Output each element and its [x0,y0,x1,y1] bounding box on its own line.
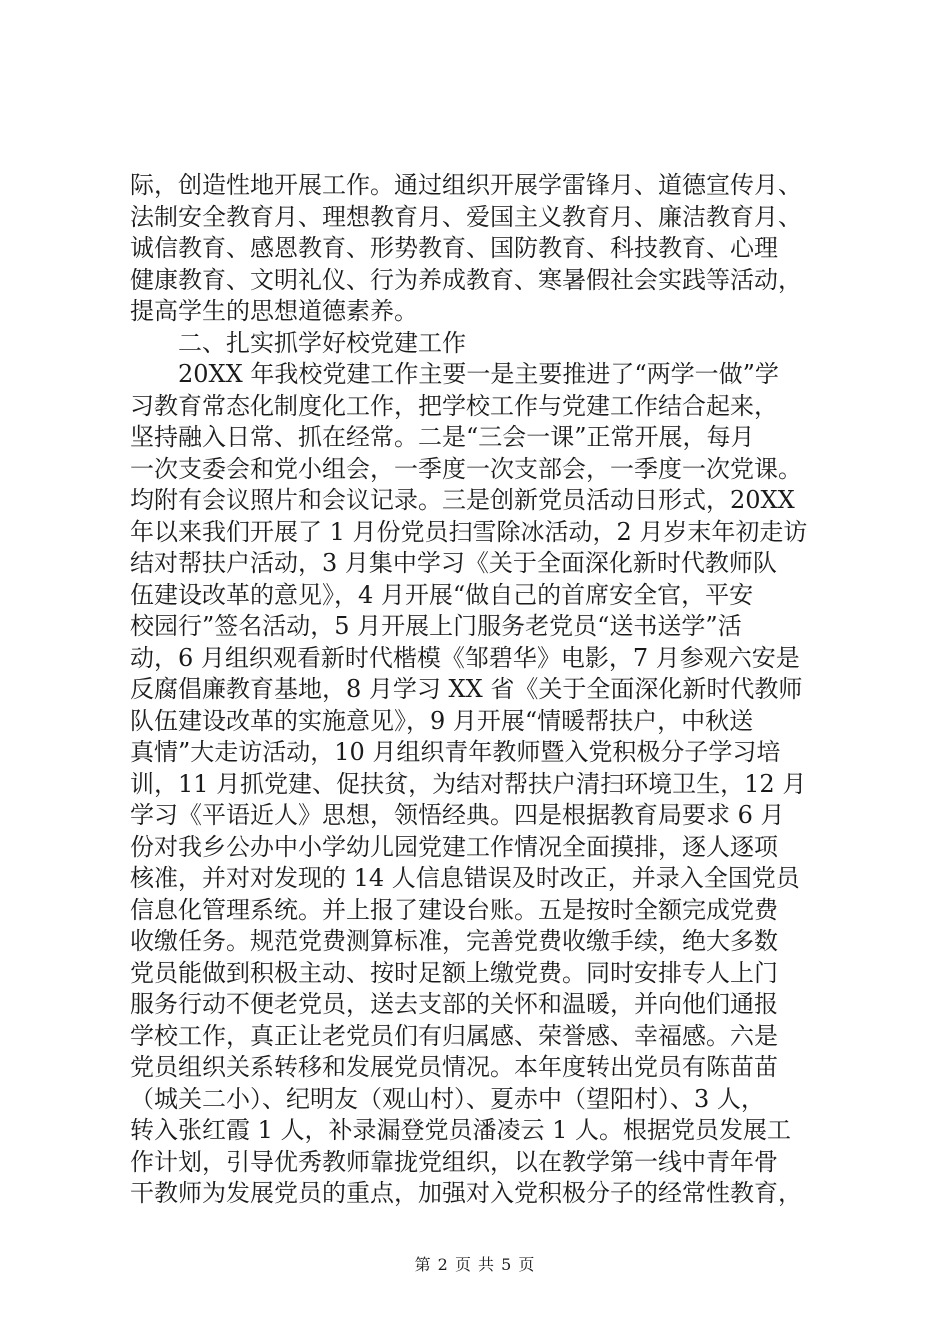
text-line: 20XX 年我校党建工作主要一是主要推进了“两学一做”学 [178,360,779,388]
text-line: 训，11 月抓党建、促扶贫，为结对帮扶户清扫环境卫生，12 月 [130,769,807,798]
text-line: 核准，并对对发现的 14 人信息错误及时改正，并录入全国党员 [130,864,800,892]
text-line: 份对我乡公办中小学幼儿园党建工作情况全面摸排，逐人逐项 [130,832,778,861]
text-line: 动，6 月组织观看新时代楷模《邹碧华》电影，7 月参观六安是 [130,643,800,672]
text-line: 党员能做到积极主动、按时足额上缴党费。同时安排专人上门 [130,958,778,987]
text-line: 均附有会议照片和会议记录。三是创新党员活动日形式，20XX [130,486,795,514]
text-line: 一次支委会和党小组会，一季度一次支部会，一季度一次党课。 [130,454,802,483]
text-line: 转入张红霞 1 人，补录漏登党员潘凌云 1 人。根据党员发展工 [130,1116,792,1144]
text-line: 习教育常态化制度化工作，把学校工作与党建工作结合起来， [130,391,778,420]
text-line: 队伍建设改革的实施意见》，9 月开展“情暖帮扶户，中秋送 [130,706,754,735]
text-line: 信息化管理系统。并上报了建设台账。五是按时全额完成党费 [130,895,778,924]
section-heading: 二、扎实抓学好校党建工作 [178,328,466,357]
text-line: 校园行”签名活动，5 月开展上门服务老党员“送书送学”活 [130,612,742,640]
text-line: 党员组织关系转移和发展党员情况。本年度转出党员有陈苗苗 [130,1053,778,1081]
text-line: 诚信教育、感恩教育、形势教育、国防教育、科技教育、心理 [130,234,778,262]
text-line: 作计划，引导优秀教师靠拢党组织，以在教学第一线中青年骨 [130,1147,778,1176]
text-line: 健康教育、文明礼仪、行为养成教育、寒暑假社会实践等活动， [130,265,802,294]
text-line: 反腐倡廉教育基地，8 月学习 XX 省《关于全面深化新时代教师 [130,675,803,703]
body-text [130,170,830,1210]
text-line: 提高学生的思想道德素养。 [130,297,418,325]
text-line: 年以来我们开展了 1 月份党员扫雪除冰活动，2 月岁末年初走访 [130,517,808,546]
text-line: 法制安全教育月、理想教育月、爱国主义教育月、廉洁教育月、 [130,202,802,231]
text-line: 服务行动不便老党员，送去支部的关怀和温暖，并向他们通报 [130,990,778,1018]
page-number-footer: 第 2 页 共 5 页 [414,1255,536,1274]
text-line: 真情”大走访活动，10 月组织青年教师暨入党积极分子学习培 [130,738,781,766]
text-line: 际，创造性地开展工作。通过组织开展学雷锋月、道德宣传月、 [130,171,802,199]
text-line: 收缴任务。规范党费测算标准，完善党费收缴手续，绝大多数 [130,927,778,955]
text-line: 学习《平语近人》思想，领悟经典。四是根据教育局要求 6 月 [130,801,785,829]
text-line: 坚持融入日常、抓在经常。二是“三会一课”正常开展，每月 [130,423,755,451]
text-line: （城关二小）、纪明友（观山村）、夏赤中（望阳村）、3 人， [130,1084,765,1113]
text-line: 学校工作，真正让老党员们有归属感、荣誉感、幸福感。六是 [130,1021,778,1050]
text-line: 伍建设改革的意见》，4 月开展“做自己的首席安全官，平安 [130,580,754,609]
text-line: 干教师为发展党员的重点，加强对入党积极分子的经常性教育， [130,1179,802,1207]
text-line: 结对帮扶户活动，3 月集中学习《关于全面深化新时代教师队 [130,549,777,577]
